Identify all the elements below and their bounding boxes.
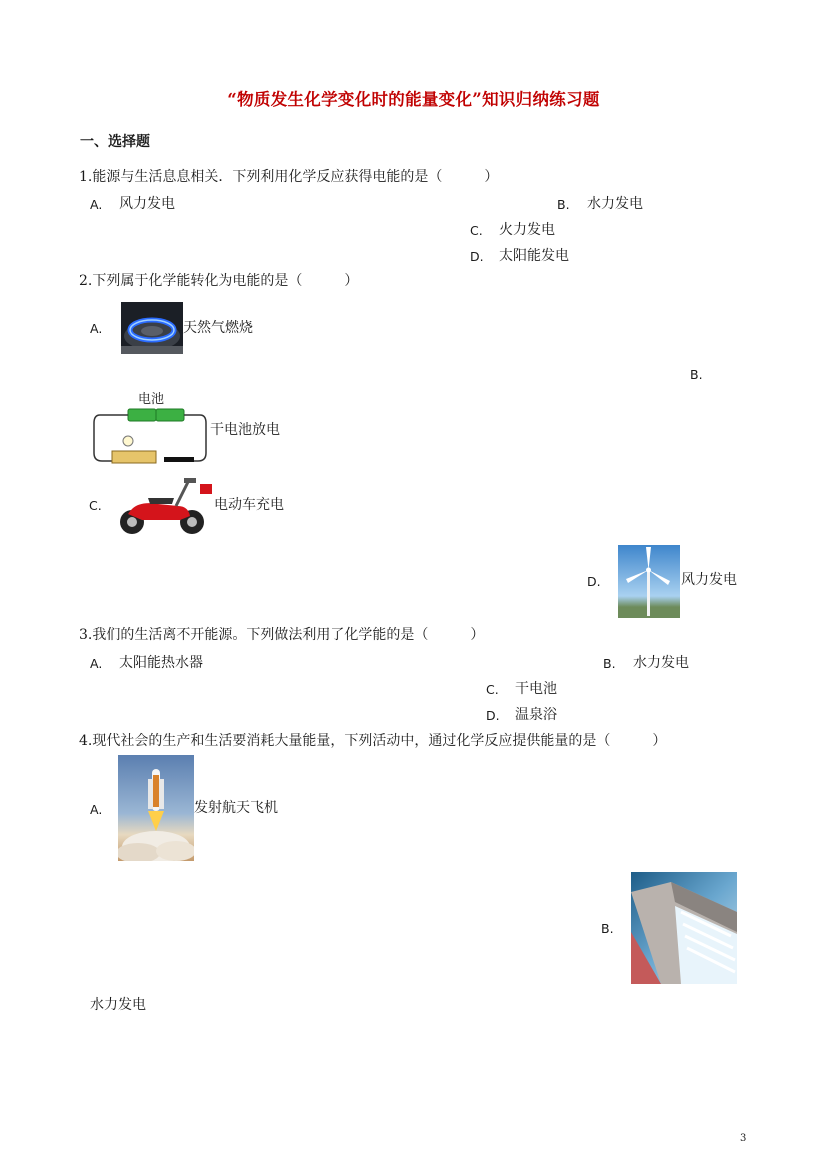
q3-option-b-label[interactable]: B.	[603, 656, 616, 671]
q4-option-a-label[interactable]: A.	[90, 802, 103, 817]
q3-option-a-text[interactable]: 太阳能热水器	[119, 655, 203, 671]
q2-option-b-text[interactable]: 干电池放电	[210, 422, 280, 438]
q1-option-d-label[interactable]: D.	[470, 249, 484, 264]
space-shuttle-launch-image	[118, 755, 194, 861]
q1-option-a-text[interactable]: 风力发电	[119, 196, 175, 212]
q3-option-c-label[interactable]: C.	[486, 682, 499, 697]
q1-option-d-text[interactable]: 太阳能发电	[499, 248, 569, 264]
page-title: “物质发生化学变化时的能量变化”知识归纳练习题	[227, 90, 600, 109]
q4-option-a-text[interactable]: 发射航天飞机	[194, 800, 278, 816]
section-heading: 一、选择题	[80, 134, 150, 150]
q1-option-b-label[interactable]: B.	[557, 197, 570, 212]
q2-option-a-text[interactable]: 天然气燃烧	[183, 320, 253, 336]
q4-option-b-label[interactable]: B.	[601, 921, 614, 936]
q2-option-d-text[interactable]: 风力发电	[681, 572, 737, 588]
q3-option-a-label[interactable]: A.	[90, 656, 103, 671]
q4-stem: 4.现代社会的生产和生活要消耗大量能量，下列活动中，通过化学反应提供能量的是（ ）	[79, 733, 667, 749]
q2-stem: 2.下列属于化学能转化为电能的是（ ）	[79, 273, 359, 289]
q2-option-b-label[interactable]: B.	[690, 367, 703, 382]
q2-option-a-label[interactable]: A.	[90, 321, 103, 336]
q1-option-c-text[interactable]: 火力发电	[499, 222, 555, 238]
q3-stem: 3.我们的生活离不开能源。下列做法利用了化学能的是（ ）	[79, 627, 485, 643]
q1-option-c-label[interactable]: C.	[470, 223, 483, 238]
battery-circuit-image	[88, 389, 210, 469]
q1-stem: 1.能源与生活息息相关．下列利用化学反应获得电能的是（ ）	[79, 169, 499, 185]
q2-option-c-text[interactable]: 电动车充电	[214, 497, 284, 513]
battery-image-caption: 电池	[138, 392, 165, 407]
wind-turbine-image	[618, 545, 680, 618]
hydropower-dam-image	[631, 872, 737, 984]
q4-option-b-text[interactable]: 水力发电	[90, 997, 146, 1013]
q3-option-d-text[interactable]: 温泉浴	[515, 707, 557, 723]
gas-stove-flame-image	[121, 302, 183, 354]
q2-option-c-label[interactable]: C.	[89, 498, 102, 513]
q2-option-d-label[interactable]: D.	[587, 574, 601, 589]
page-number: 3	[740, 1133, 747, 1144]
q3-option-d-label[interactable]: D.	[486, 708, 500, 723]
q3-option-c-text[interactable]: 干电池	[515, 681, 557, 697]
q1-option-a-label[interactable]: A.	[90, 197, 103, 212]
q1-option-b-text[interactable]: 水力发电	[587, 196, 643, 212]
q3-option-b-text[interactable]: 水力发电	[633, 655, 689, 671]
electric-scooter-image	[118, 476, 212, 538]
